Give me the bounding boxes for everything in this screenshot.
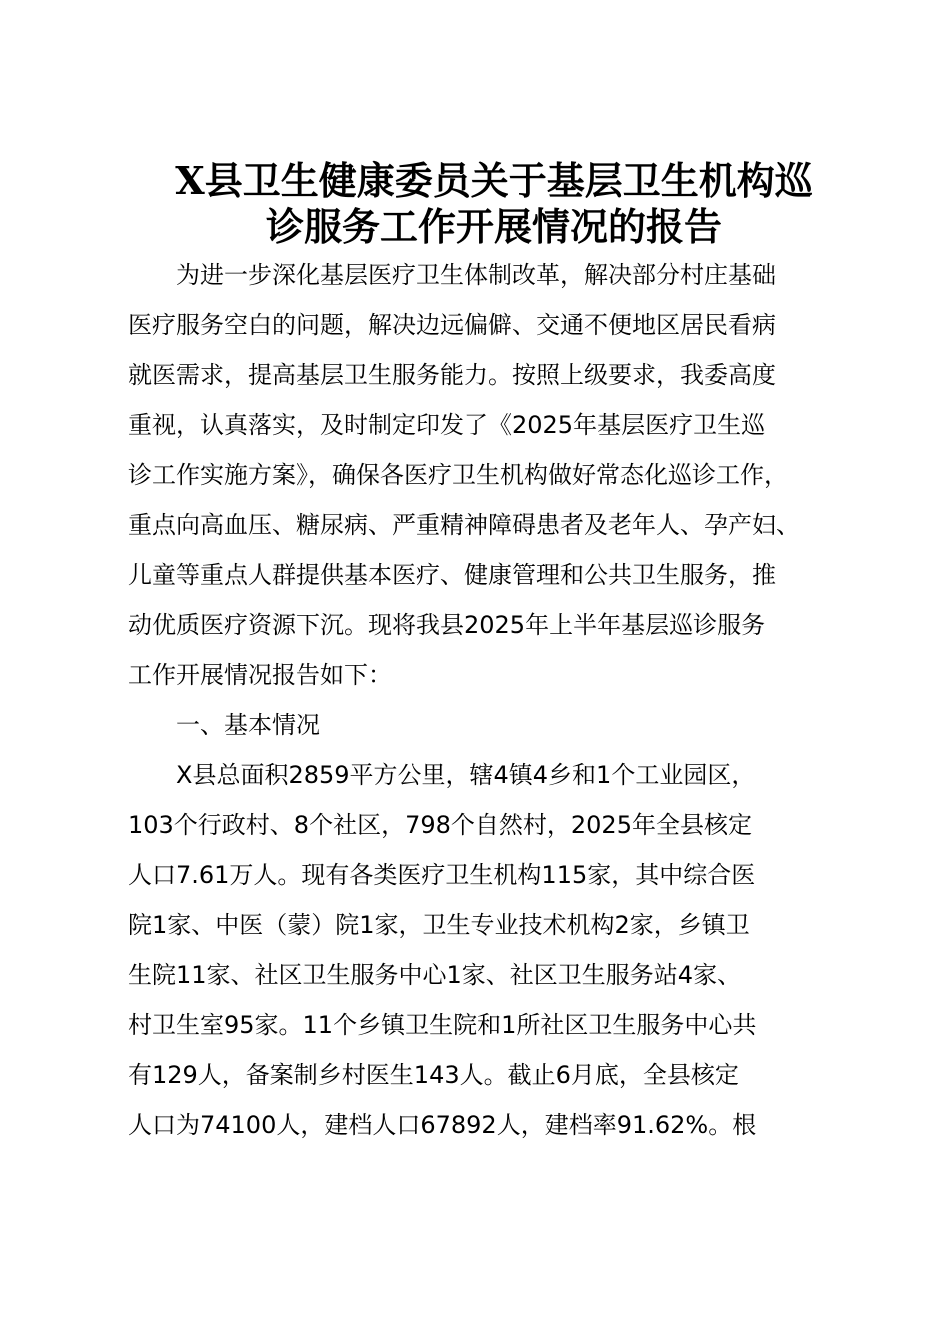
- section1-line: 人口7.61万人。现有各类医疗卫生机构115家，其中综合医: [128, 861, 756, 889]
- title-line-2: 诊服务工作开展情况的报告: [265, 204, 722, 249]
- intro-line: 工作开展情况报告如下：: [128, 661, 392, 689]
- document-page: [128, 158, 860, 1150]
- intro-line: 儿童等重点人群提供基本医疗、健康管理和公共卫生服务，推: [128, 561, 776, 589]
- intro-paragraph: [128, 250, 860, 700]
- section1-line: 院1家、中医（蒙）院1家，卫生专业技术机构2家，乡镇卫: [128, 911, 750, 939]
- section1-line: X县总面积2859平方公里，辖4镇4乡和1个工业园区，: [176, 761, 756, 789]
- section1-line: 村卫生室95家。11个乡镇卫生院和1所社区卫生服务中心共: [128, 1011, 757, 1039]
- intro-line: 为进一步深化基层医疗卫生体制改革，解决部分村庄基础: [176, 261, 776, 289]
- section1-line: 有129人，备案制乡村医生143人。截止6月底，全县核定: [128, 1061, 739, 1089]
- intro-line: 重点向高血压、糖尿病、严重精神障碍患者及老年人、孕产妇、: [128, 511, 800, 539]
- intro-line: 诊工作实施方案》，确保各医疗卫生机构做好常态化巡诊工作，: [128, 461, 788, 489]
- section1-paragraph: [128, 750, 860, 1150]
- intro-line: 就医需求，提高基层卫生服务能力。按照上级要求，我委高度: [128, 361, 776, 389]
- section1-line: 103个行政村、8个社区，798个自然村，2025年全县核定: [128, 811, 752, 839]
- intro-line: 动优质医疗资源下沉。现将我县2025年上半年基层巡诊服务: [128, 611, 766, 639]
- intro-line: 重视，认真落实，及时制定印发了《2025年基层医疗卫生巡: [128, 411, 766, 439]
- section1-line: 人口为74100人，建档人口67892人，建档率91.62%。根: [128, 1111, 757, 1139]
- section-heading-basic-situation: 一、基本情况: [176, 711, 320, 739]
- title-line-1: X县卫生健康委员关于基层卫生机构巡: [175, 158, 813, 203]
- intro-line: 医疗服务空白的问题，解决边远偏僻、交通不便地区居民看病: [128, 311, 776, 339]
- section1-line: 生院11家、社区卫生服务中心1家、社区卫生服务站4家、: [128, 961, 742, 989]
- document-title: [128, 158, 860, 250]
